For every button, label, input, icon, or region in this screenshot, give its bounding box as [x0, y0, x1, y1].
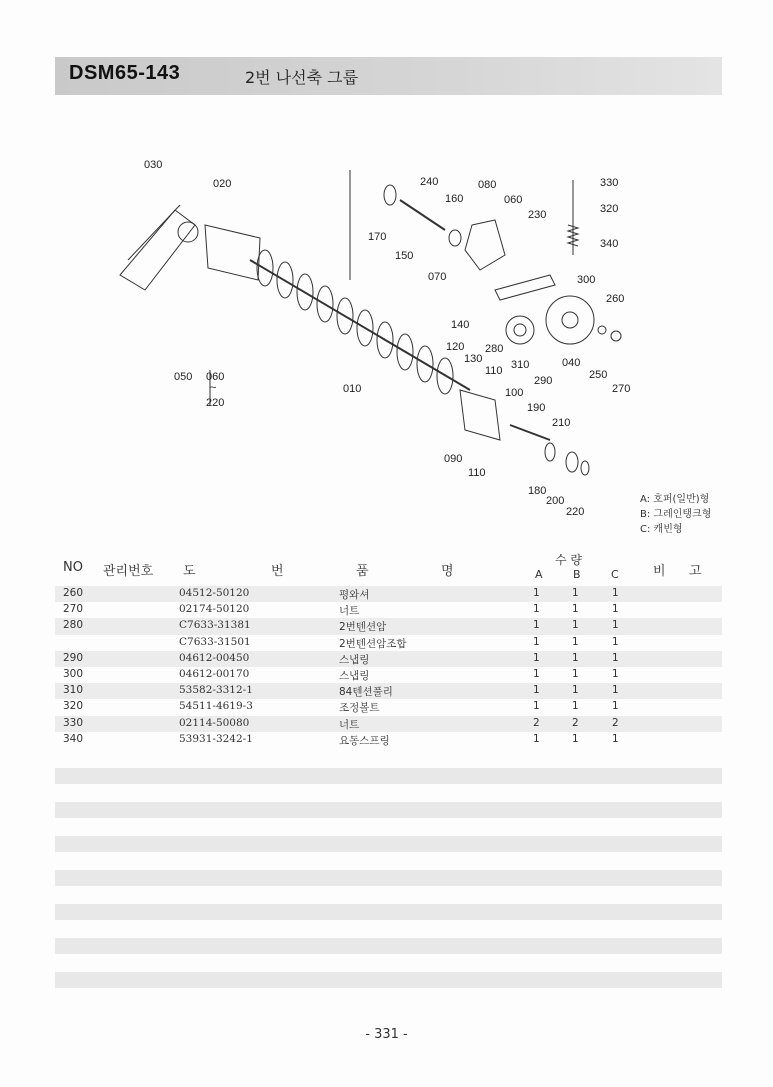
- row-name: 2번텐션암조합: [339, 637, 407, 650]
- page-number: - 331 -: [365, 1027, 408, 1042]
- row-name: 조정볼트: [339, 702, 380, 715]
- table-row: [55, 651, 722, 667]
- row-qty-b: 1: [572, 635, 579, 648]
- col-qty: 수 량: [555, 553, 582, 567]
- part-label: 060: [504, 194, 523, 206]
- part-label: 340: [600, 238, 619, 250]
- part-label: 050: [174, 371, 193, 383]
- row-qty-c: 1: [612, 684, 619, 697]
- row-no: 340: [63, 732, 84, 745]
- col-name-2: 명: [441, 564, 454, 579]
- part-label: 180: [528, 485, 547, 497]
- row-qty-a: 1: [533, 587, 540, 599]
- row-drawing: 02114-50080: [179, 716, 250, 729]
- part-label: 170: [368, 231, 387, 243]
- empty-row-band: [55, 768, 722, 784]
- row-qty-a: 1: [533, 619, 540, 632]
- row-qty-c: 1: [612, 603, 619, 616]
- row-qty-b: 1: [572, 603, 579, 616]
- row-name: 요동스프링: [339, 734, 390, 747]
- row-no: 280: [63, 619, 84, 632]
- table-row: [55, 716, 722, 732]
- row-qty-b: 1: [572, 651, 579, 664]
- row-qty-a: 1: [533, 651, 540, 664]
- row-no: 310: [63, 684, 84, 697]
- part-label: 150: [395, 250, 414, 262]
- row-drawing: 04612-00170: [179, 667, 250, 680]
- col-c: C: [611, 568, 619, 581]
- group-code: DSM65-143: [69, 62, 181, 84]
- part-label: 320: [600, 203, 619, 215]
- row-qty-b: 1: [572, 732, 579, 745]
- page-header: [55, 57, 722, 95]
- empty-row-band: [55, 938, 722, 954]
- legend-a: A: 호퍼(일반)형: [640, 494, 710, 505]
- group-title: 2번 나선축 그룹: [245, 68, 359, 87]
- row-qty-b: 1: [572, 667, 579, 680]
- row-drawing: 02174-50120: [179, 603, 250, 616]
- row-drawing: 53582-3312-1: [179, 684, 253, 697]
- row-qty-b: 1: [572, 684, 579, 697]
- row-qty-c: 1: [612, 619, 619, 632]
- row-drawing: 04612-00450: [179, 651, 250, 664]
- part-label: 190: [527, 402, 546, 414]
- row-qty-c: 1: [612, 700, 619, 713]
- row-qty-c: 1: [612, 651, 619, 664]
- col-no: NO: [63, 560, 83, 575]
- row-qty-a: 1: [533, 603, 540, 616]
- part-label: 230: [528, 209, 547, 221]
- row-no: 260: [63, 587, 84, 599]
- legend-b: B: 그레인탱크형: [640, 509, 712, 520]
- part-label: 200: [546, 495, 565, 507]
- part-label: 300: [577, 274, 596, 286]
- part-label: 040: [562, 357, 581, 369]
- row-qty-c: 1: [612, 635, 619, 648]
- table-row: [55, 602, 722, 618]
- part-label: 020: [213, 178, 232, 190]
- row-qty-b: 1: [572, 619, 579, 632]
- part-label: 070: [428, 271, 447, 283]
- part-label: 310: [511, 359, 530, 371]
- row-no: 290: [63, 651, 84, 664]
- row-qty-a: 1: [533, 700, 540, 713]
- part-label: 120: [446, 341, 465, 353]
- row-qty-b: 1: [572, 700, 579, 713]
- row-drawing: 04512-50120: [179, 587, 250, 599]
- part-label: 260: [606, 293, 625, 305]
- row-name: 평와셔: [339, 589, 370, 601]
- empty-row-band: [55, 904, 722, 920]
- row-name: 스냅링: [339, 653, 370, 666]
- exploded-parts-diagram: [100, 150, 740, 530]
- part-label: 330: [600, 177, 619, 189]
- part-label: ~: [210, 382, 217, 394]
- row-no: 320: [63, 700, 84, 713]
- row-qty-c: 1: [612, 587, 619, 599]
- col-b: B: [573, 568, 581, 581]
- row-qty-b: 1: [572, 587, 579, 599]
- row-name: 너트: [339, 605, 360, 618]
- col-a: A: [535, 568, 543, 581]
- col-name-1: 품: [356, 564, 369, 579]
- part-label: 240: [420, 176, 439, 188]
- part-label: 210: [552, 417, 571, 429]
- row-qty-a: 1: [533, 667, 540, 680]
- part-label: 060: [206, 371, 225, 383]
- part-label: 160: [445, 193, 464, 205]
- table-row: [55, 667, 722, 683]
- part-label: 250: [589, 369, 608, 381]
- row-no: 330: [63, 716, 84, 729]
- col-mgmt: 관리번호: [103, 564, 154, 579]
- row-drawing: C7633-31501: [179, 635, 251, 648]
- table-row: [55, 699, 722, 715]
- table-row: [55, 635, 722, 651]
- row-drawing: 53931-3242-1: [179, 732, 253, 745]
- row-name: 84텐션풀리: [339, 686, 393, 699]
- part-label: 110: [485, 365, 503, 377]
- part-label: 100: [505, 387, 524, 399]
- parts-table: [55, 586, 722, 748]
- part-label: 130: [464, 353, 483, 365]
- empty-row-band: [55, 836, 722, 852]
- row-qty-c: 2: [612, 716, 619, 729]
- part-label: 280: [485, 343, 504, 355]
- part-label: 110: [468, 467, 486, 479]
- row-name: 스냅링: [339, 669, 370, 682]
- row-qty-b: 2: [572, 716, 579, 729]
- part-label: 090: [444, 453, 463, 465]
- part-label: 220: [206, 397, 225, 409]
- row-qty-c: 1: [612, 667, 619, 680]
- part-label: 290: [534, 375, 553, 387]
- col-remarks-2: 고: [689, 564, 702, 579]
- row-qty-c: 1: [612, 732, 619, 745]
- row-drawing: C7633-31381: [179, 619, 251, 632]
- empty-row-band: [55, 972, 722, 988]
- part-label: 010: [343, 383, 362, 395]
- row-name: 2번텐션암: [339, 621, 387, 634]
- col-drawing-1: 도: [183, 564, 196, 579]
- col-remarks-1: 비: [653, 564, 666, 579]
- part-label: 080: [478, 179, 497, 191]
- part-label: 270: [612, 383, 631, 395]
- row-name: 너트: [339, 718, 360, 731]
- row-qty-a: 1: [533, 732, 540, 745]
- row-qty-a: 1: [533, 684, 540, 697]
- row-qty-a: 2: [533, 716, 540, 729]
- table-row: [55, 618, 722, 634]
- row-no: 270: [63, 603, 84, 616]
- legend-c: C: 캐빈형: [640, 524, 683, 535]
- col-drawing-2: 번: [271, 564, 284, 579]
- row-qty-a: 1: [533, 635, 540, 648]
- table-row: [55, 683, 722, 699]
- part-label: 030: [144, 159, 163, 171]
- table-header: [55, 551, 722, 589]
- table-row: [55, 732, 722, 748]
- row-drawing: 54511-4619-3: [179, 700, 253, 713]
- part-label: 140: [451, 319, 470, 331]
- row-no: 300: [63, 667, 84, 680]
- variant-legend: [640, 492, 711, 537]
- table-row: [55, 586, 722, 602]
- part-label: 220: [566, 506, 585, 518]
- empty-row-band: [55, 802, 722, 818]
- empty-row-band: [55, 870, 722, 886]
